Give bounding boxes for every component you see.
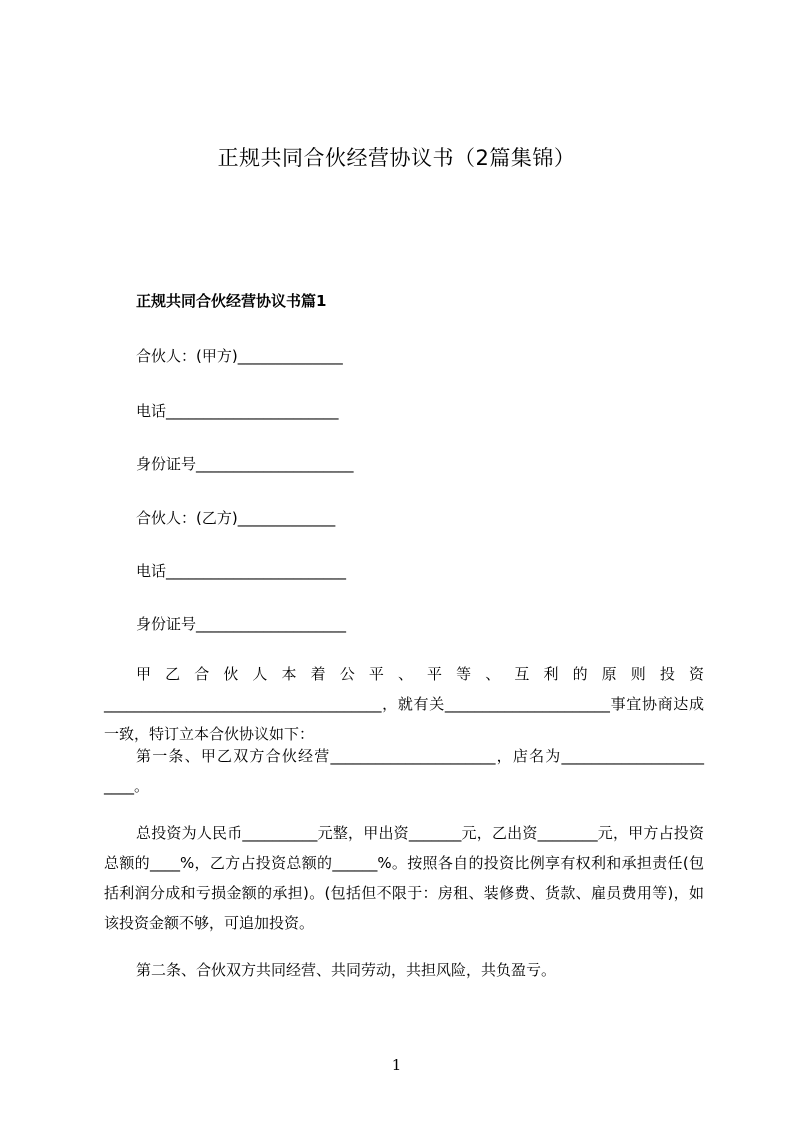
party-b-phone-field: 电话________________________	[136, 562, 347, 580]
party-a-id-field: 身份证号_____________________	[136, 455, 354, 473]
party-b-field: 合伙人：(乙方)_____________	[136, 509, 336, 527]
page-number: 1	[391, 1056, 402, 1074]
party-a-phone-field: 电话_______________________	[136, 402, 339, 420]
section-heading: 正规共同合伙经营协议书篇1	[136, 292, 327, 310]
party-a-field: 合伙人：(甲方)______________	[136, 347, 343, 365]
document-title: 正规共同合伙经营协议书（2篇集锦）	[217, 146, 576, 170]
article-two-paragraph: 第二条、合伙双方共同经营、共同劳动，共担风险，共负盈亏。	[136, 961, 557, 979]
party-b-id-field: 身份证号____________________	[136, 615, 347, 633]
investment-paragraph: 总投资为人民币__________元整，甲出资_______元，乙出资________元，甲方占投资总额的____%，乙方占投资总额的______%。按照各自的投资比例享有权利和承担责任(包括利润分成和亏损金额的承担)。(包括但不限于：房租、装修费、货款、雇员费用等)，如该投资金额不够，可追加投资。	[104, 824, 704, 932]
intro-paragraph: 甲乙合伙人本着公平、平等、互利的原则投资_____________________________________，就有关______________________事宜协商达成一致，特订立本合伙协议如下：	[104, 665, 704, 743]
article-one-paragraph: 第一条、甲乙双方合伙经营______________________，店名为___________________ ____。	[104, 747, 704, 795]
